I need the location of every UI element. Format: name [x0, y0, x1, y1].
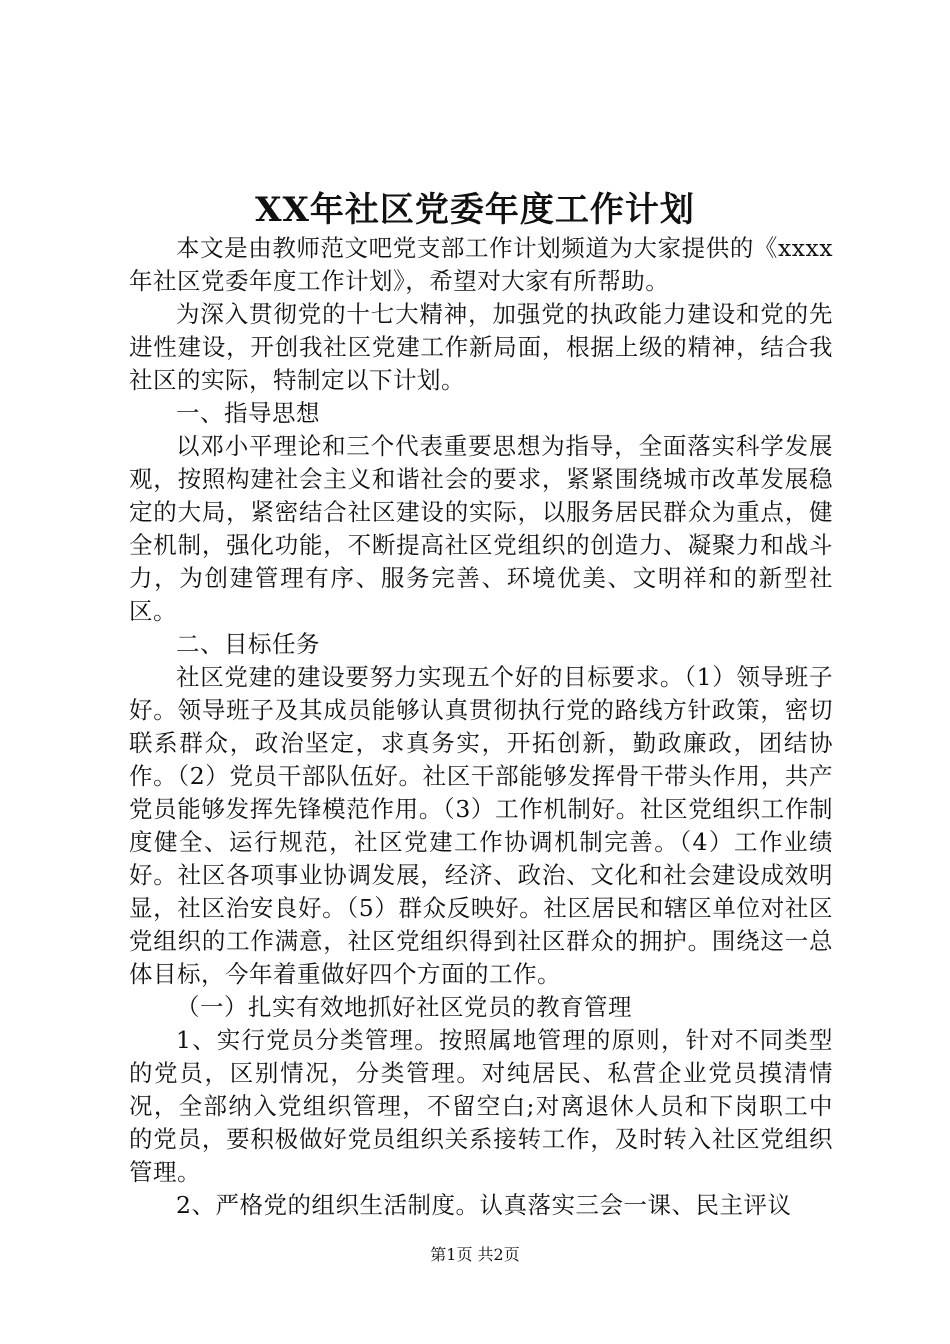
document-body: [129, 232, 833, 1222]
subsection-heading-education: （一）扎实有效地抓好社区党员的教育管理: [176, 993, 632, 1021]
section-heading-goals: 二、目标任务: [176, 630, 320, 658]
item-paragraph-1: 1、实行党员分类管理。按照属地管理的原则，针对不同类型的党员，区别情况，分类管理。对纯居民、私营企业党员摸清情况，全部纳入党组织管理，不留空白;对离退休人员和下岗职工中的党员，要积极做好党员组织关系接转工作，及时转入社区党组织管理。: [129, 1026, 833, 1186]
purpose-paragraph: 为深入贯彻党的十七大精神，加强党的执政能力建设和党的先进性建设，开创我社区党建工作新局面，根据上级的精神，结合我社区的实际，特制定以下计划。: [129, 300, 833, 394]
item-paragraph-2: 2、严格党的组织生活制度。认真落实三会一课、民主评议: [176, 1191, 792, 1219]
intro-paragraph: 本文是由教师范文吧党支部工作计划频道为大家提供的《xxxx年社区党委年度工作计划》，希望对大家有所帮助。: [129, 234, 833, 295]
section-heading-guiding-thought: 一、指导思想: [176, 399, 320, 427]
page-number: 第1页 共2页: [430, 1245, 520, 1264]
goals-paragraph: 社区党建的建设要努力实现五个好的目标要求。（1）领导班子好。领导班子及其成员能够认真贯彻执行党的路线方针政策，密切联系群众，政治坚定，求真务实，开拓创新，勤政廉政，团结协作。（2）党员干部队伍好。社区干部能够发挥骨干带头作用，共产党员能够发挥先锋模范作用。（3）工作机制好。社区党组织工作制度健全、运行规范，社区党建工作协调机制完善。（4）工作业绩好。社区各项事业协调发展，经济、政治、文化和社会建设成效明显，社区治安良好。（5）群众反映好。社区居民和辖区单位对社区党组织的工作满意，社区党组织得到社区群众的拥护。围绕这一总体目标，今年着重做好四个方面的工作。: [129, 663, 833, 988]
guiding-thought-paragraph: 以邓小平理论和三个代表重要思想为指导，全面落实科学发展观，按照构建社会主义和谐社会的要求，紧紧围绕城市改革发展稳定的大局，紧密结合社区建设的实际，以服务居民群众为重点，健全机制，强化功能，不断提高社区党组织的创造力、凝聚力和战斗力，为创建管理有序、服务完善、环境优美、文明祥和的新型社区。: [129, 432, 833, 625]
document-title: XX年社区党委年度工作计划: [255, 190, 695, 230]
